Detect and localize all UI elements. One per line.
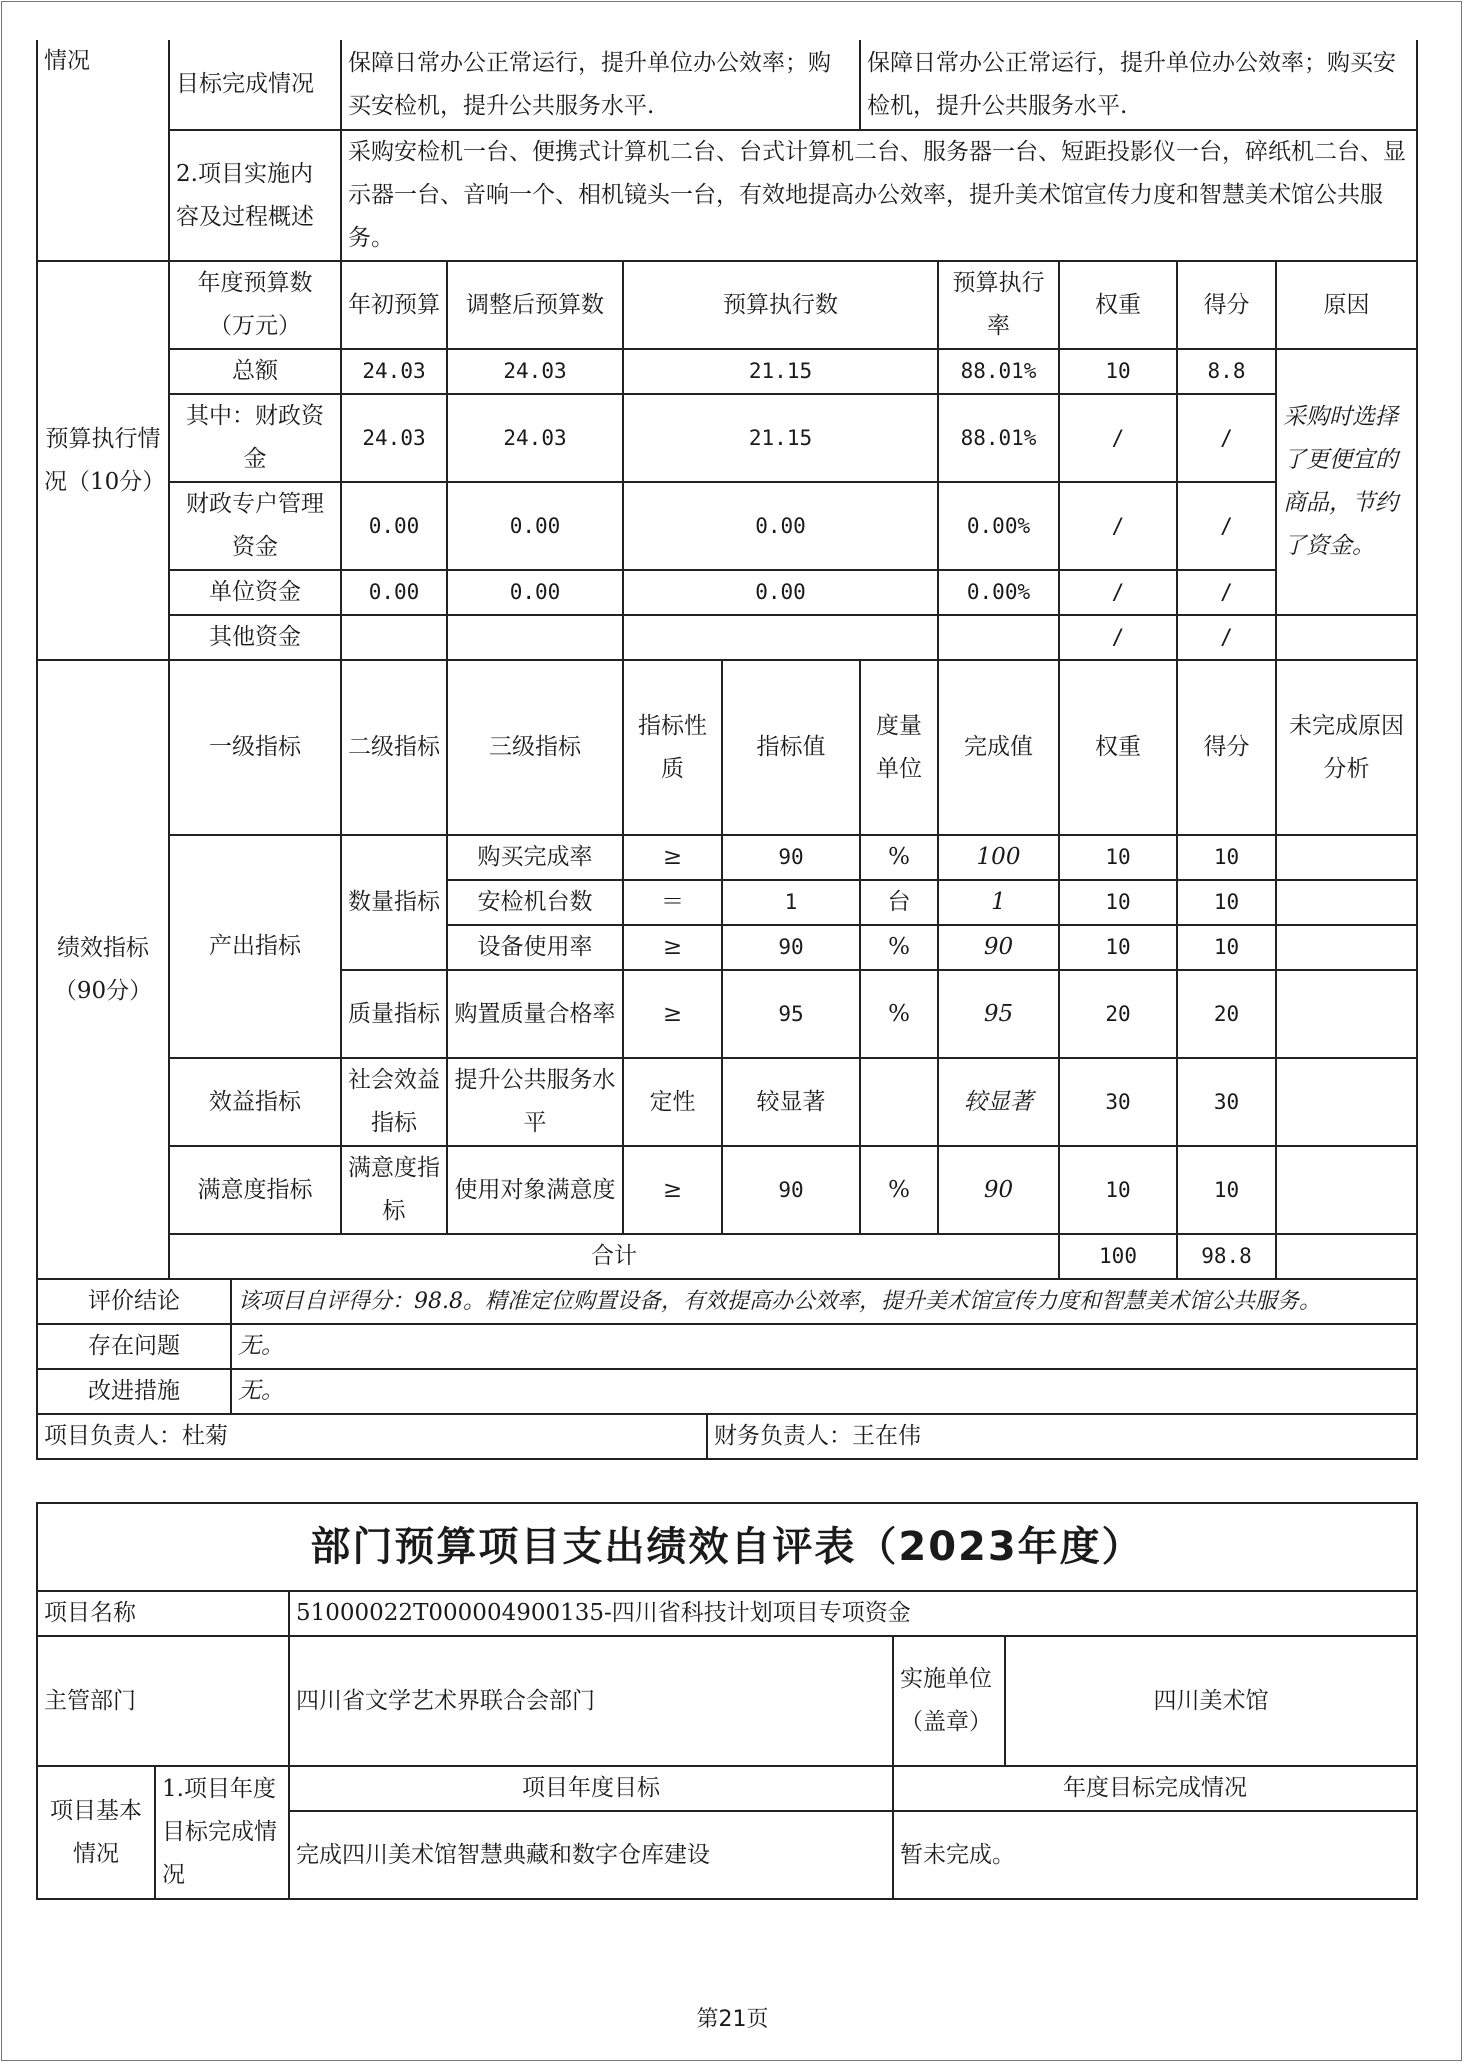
perf-satisfaction-label: 满意度指标 <box>169 1146 341 1234</box>
perf-value: 较显著 <box>722 1058 860 1146</box>
perf-unit: % <box>860 925 938 970</box>
budget-score: / <box>1177 482 1276 570</box>
eval-label: 评价结论 <box>37 1280 231 1324</box>
annual-goal-label: 1.项目年度目标完成情况 <box>155 1766 289 1899</box>
perf-l3: 提升公共服务水平 <box>447 1058 623 1146</box>
budget-row-label: 总额 <box>169 349 341 394</box>
budget-header-reason: 原因 <box>1276 261 1417 349</box>
budget-initial: 0.00 <box>341 482 447 570</box>
annual-goal-text: 完成四川美术馆智慧典藏和数字仓库建设 <box>289 1811 893 1899</box>
budget-score: / <box>1177 570 1276 615</box>
perf-header-level1: 一级指标 <box>169 660 341 835</box>
budget-header-score: 得分 <box>1177 261 1276 349</box>
conclusion-table <box>36 1280 1418 1460</box>
budget-adjusted: 0.00 <box>447 482 623 570</box>
budget-row-label: 单位资金 <box>169 570 341 615</box>
budget-rate: 88.01% <box>938 394 1059 482</box>
perf-weight: 10 <box>1059 880 1177 925</box>
perf-l3: 购置质量合格率 <box>447 970 623 1058</box>
page-number: 第21页 <box>696 2007 769 2032</box>
budget-rate: 0.00% <box>938 482 1059 570</box>
implementation-text: 采购安检机一台、便携式计算机二台、台式计算机二台、服务器一台、短距投影仪一台，碎纸机二台、显示器一台、音响一个、相机镜头一台，有效地提高办公效率，提升美术馆宣传力度和智慧美术馆公共服务。 <box>341 130 1417 261</box>
budget-header-initial: 年初预算 <box>341 261 447 349</box>
improve-text: 无。 <box>231 1369 1417 1414</box>
budget-adjusted: 0.00 <box>447 570 623 615</box>
project-name-value: 51000022T000004900135-四川省科技计划项目专项资金 <box>289 1591 1417 1636</box>
perf-done: 1 <box>938 880 1059 925</box>
perf-unit: % <box>860 970 938 1058</box>
perf-header-nature: 指标性质 <box>623 660 722 835</box>
perf-header-weight: 权重 <box>1059 660 1177 835</box>
perf-done: 100 <box>938 835 1059 880</box>
perf-value: 90 <box>722 1146 860 1234</box>
budget-score: / <box>1177 615 1276 660</box>
perf-score: 10 <box>1177 925 1276 970</box>
budget-rate <box>938 615 1059 660</box>
budget-score: / <box>1177 394 1276 482</box>
perf-header-score: 得分 <box>1177 660 1276 835</box>
perf-done: 较显著 <box>938 1058 1059 1146</box>
goal-status-header: 年度目标完成情况 <box>893 1766 1417 1811</box>
perf-value: 1 <box>722 880 860 925</box>
perf-reason <box>1276 970 1417 1058</box>
perf-header-level3: 三级指标 <box>447 660 623 835</box>
budget-weight: / <box>1059 394 1177 482</box>
total-score: 98.8 <box>1177 1234 1276 1279</box>
budget-initial <box>341 615 447 660</box>
perf-output-label: 产出指标 <box>169 835 341 1058</box>
dept-label: 主管部门 <box>37 1636 289 1766</box>
perf-l3: 购买完成率 <box>447 835 623 880</box>
budget-weight: / <box>1059 482 1177 570</box>
perf-unit: % <box>860 1146 938 1234</box>
budget-adjusted: 24.03 <box>447 394 623 482</box>
perf-benefit-label: 效益指标 <box>169 1058 341 1146</box>
perf-value: 90 <box>722 835 860 880</box>
perf-value: 90 <box>722 925 860 970</box>
perf-quality-label: 质量指标 <box>341 970 447 1058</box>
budget-reason: 采购时选择了更便宜的商品，节约了资金。 <box>1276 349 1417 615</box>
annual-goal-header: 项目年度目标 <box>289 1766 893 1811</box>
perf-l3: 使用对象满意度 <box>447 1146 623 1234</box>
budget-row-label: 其中：财政资金 <box>169 394 341 482</box>
perf-done: 90 <box>938 925 1059 970</box>
budget-executed: 21.15 <box>623 349 938 394</box>
budget-weight: 10 <box>1059 349 1177 394</box>
perf-header-unit: 度量单位 <box>860 660 938 835</box>
section-label-situation: 情况 <box>37 40 169 261</box>
self-evaluation-form-2023 <box>36 1502 1418 1900</box>
budget-weight: / <box>1059 615 1177 660</box>
budget-score: 8.8 <box>1177 349 1276 394</box>
perf-nature: ≥ <box>623 835 722 880</box>
perf-nature: ≥ <box>623 925 722 970</box>
total-weight: 100 <box>1059 1234 1177 1279</box>
budget-reason-tail <box>1276 615 1417 660</box>
budget-executed <box>623 615 938 660</box>
budget-header-rate: 预算执行率 <box>938 261 1059 349</box>
perf-weight: 10 <box>1059 1146 1177 1234</box>
budget-initial: 24.03 <box>341 349 447 394</box>
perf-nature: ≥ <box>623 1146 722 1234</box>
perf-nature: 定性 <box>623 1058 722 1146</box>
budget-section-label: 预算执行情况（10分） <box>37 261 169 660</box>
perf-header-value: 指标值 <box>722 660 860 835</box>
perf-l3: 安检机台数 <box>447 880 623 925</box>
perf-unit: 台 <box>860 880 938 925</box>
budget-initial: 24.03 <box>341 394 447 482</box>
evaluation-table-continued <box>36 40 1418 1280</box>
perf-unit: % <box>860 835 938 880</box>
budget-header-executed: 预算执行数 <box>623 261 938 349</box>
total-reason <box>1276 1234 1417 1279</box>
perf-header-done: 完成值 <box>938 660 1059 835</box>
perf-reason <box>1276 1058 1417 1146</box>
budget-header-weight: 权重 <box>1059 261 1177 349</box>
budget-row-label: 其他资金 <box>169 615 341 660</box>
implementation-label: 2.项目实施内容及过程概述 <box>169 130 341 261</box>
budget-header-annual: 年度预算数（万元） <box>169 261 341 349</box>
perf-weight: 30 <box>1059 1058 1177 1146</box>
perf-nature: ≥ <box>623 970 722 1058</box>
perf-score: 10 <box>1177 880 1276 925</box>
perf-l3: 设备使用率 <box>447 925 623 970</box>
perf-nature: ＝ <box>623 880 722 925</box>
perf-social-label: 社会效益指标 <box>341 1058 447 1146</box>
project-owner: 项目负责人：杜菊 <box>37 1414 707 1459</box>
perf-score: 10 <box>1177 835 1276 880</box>
unit-value: 四川美术馆 <box>1005 1636 1417 1766</box>
budget-row-label: 财政专户管理资金 <box>169 482 341 570</box>
issue-label: 存在问题 <box>37 1324 231 1369</box>
perf-quantity-label: 数量指标 <box>341 835 447 970</box>
goal-status-text: 暂未完成。 <box>893 1811 1417 1899</box>
perf-score: 10 <box>1177 1146 1276 1234</box>
perf-done: 95 <box>938 970 1059 1058</box>
perf-reason <box>1276 925 1417 970</box>
budget-adjusted: 24.03 <box>447 349 623 394</box>
perf-reason <box>1276 880 1417 925</box>
total-label: 合计 <box>169 1234 1059 1279</box>
improve-label: 改进措施 <box>37 1369 231 1414</box>
budget-rate: 0.00% <box>938 570 1059 615</box>
goal-actual: 保障日常办公正常运行，提升单位办公效率；购买安检机，提升公共服务水平. <box>860 40 1417 130</box>
budget-initial: 0.00 <box>341 570 447 615</box>
perf-header-reason: 未完成原因分析 <box>1276 660 1417 835</box>
finance-owner: 财务负责人：王在伟 <box>707 1414 1417 1459</box>
perf-weight: 20 <box>1059 970 1177 1058</box>
budget-executed: 0.00 <box>623 482 938 570</box>
performance-section-label: 绩效指标（90分） <box>37 660 169 1279</box>
eval-text: 该项目自评得分：98.8。精准定位购置设备，有效提高办公效率，提升美术馆宣传力度和智慧美术馆公共服务。 <box>231 1280 1417 1324</box>
budget-rate: 88.01% <box>938 349 1059 394</box>
budget-weight: / <box>1059 570 1177 615</box>
perf-value: 95 <box>722 970 860 1058</box>
form-title: 部门预算项目支出绩效自评表（2023年度） <box>37 1503 1417 1591</box>
budget-executed: 0.00 <box>623 570 938 615</box>
perf-weight: 10 <box>1059 835 1177 880</box>
budget-adjusted <box>447 615 623 660</box>
goal-plan: 保障日常办公正常运行，提升单位办公效率；购买安检机，提升公共服务水平. <box>341 40 860 130</box>
perf-unit <box>860 1058 938 1146</box>
perf-weight: 10 <box>1059 925 1177 970</box>
dept-value: 四川省文学艺术界联合会部门 <box>289 1636 893 1766</box>
unit-label: 实施单位（盖章） <box>893 1636 1005 1766</box>
perf-score: 20 <box>1177 970 1276 1058</box>
issue-text: 无。 <box>231 1324 1417 1369</box>
budget-header-adjusted: 调整后预算数 <box>447 261 623 349</box>
basic-info-label: 项目基本情况 <box>37 1766 155 1899</box>
perf-score: 30 <box>1177 1058 1276 1146</box>
perf-satisfaction-sub: 满意度指标 <box>341 1146 447 1234</box>
goal-label: 目标完成情况 <box>169 40 341 130</box>
budget-executed: 21.15 <box>623 394 938 482</box>
perf-done: 90 <box>938 1146 1059 1234</box>
perf-reason <box>1276 1146 1417 1234</box>
perf-reason <box>1276 835 1417 880</box>
project-name-label: 项目名称 <box>37 1591 289 1636</box>
perf-header-level2: 二级指标 <box>341 660 447 835</box>
